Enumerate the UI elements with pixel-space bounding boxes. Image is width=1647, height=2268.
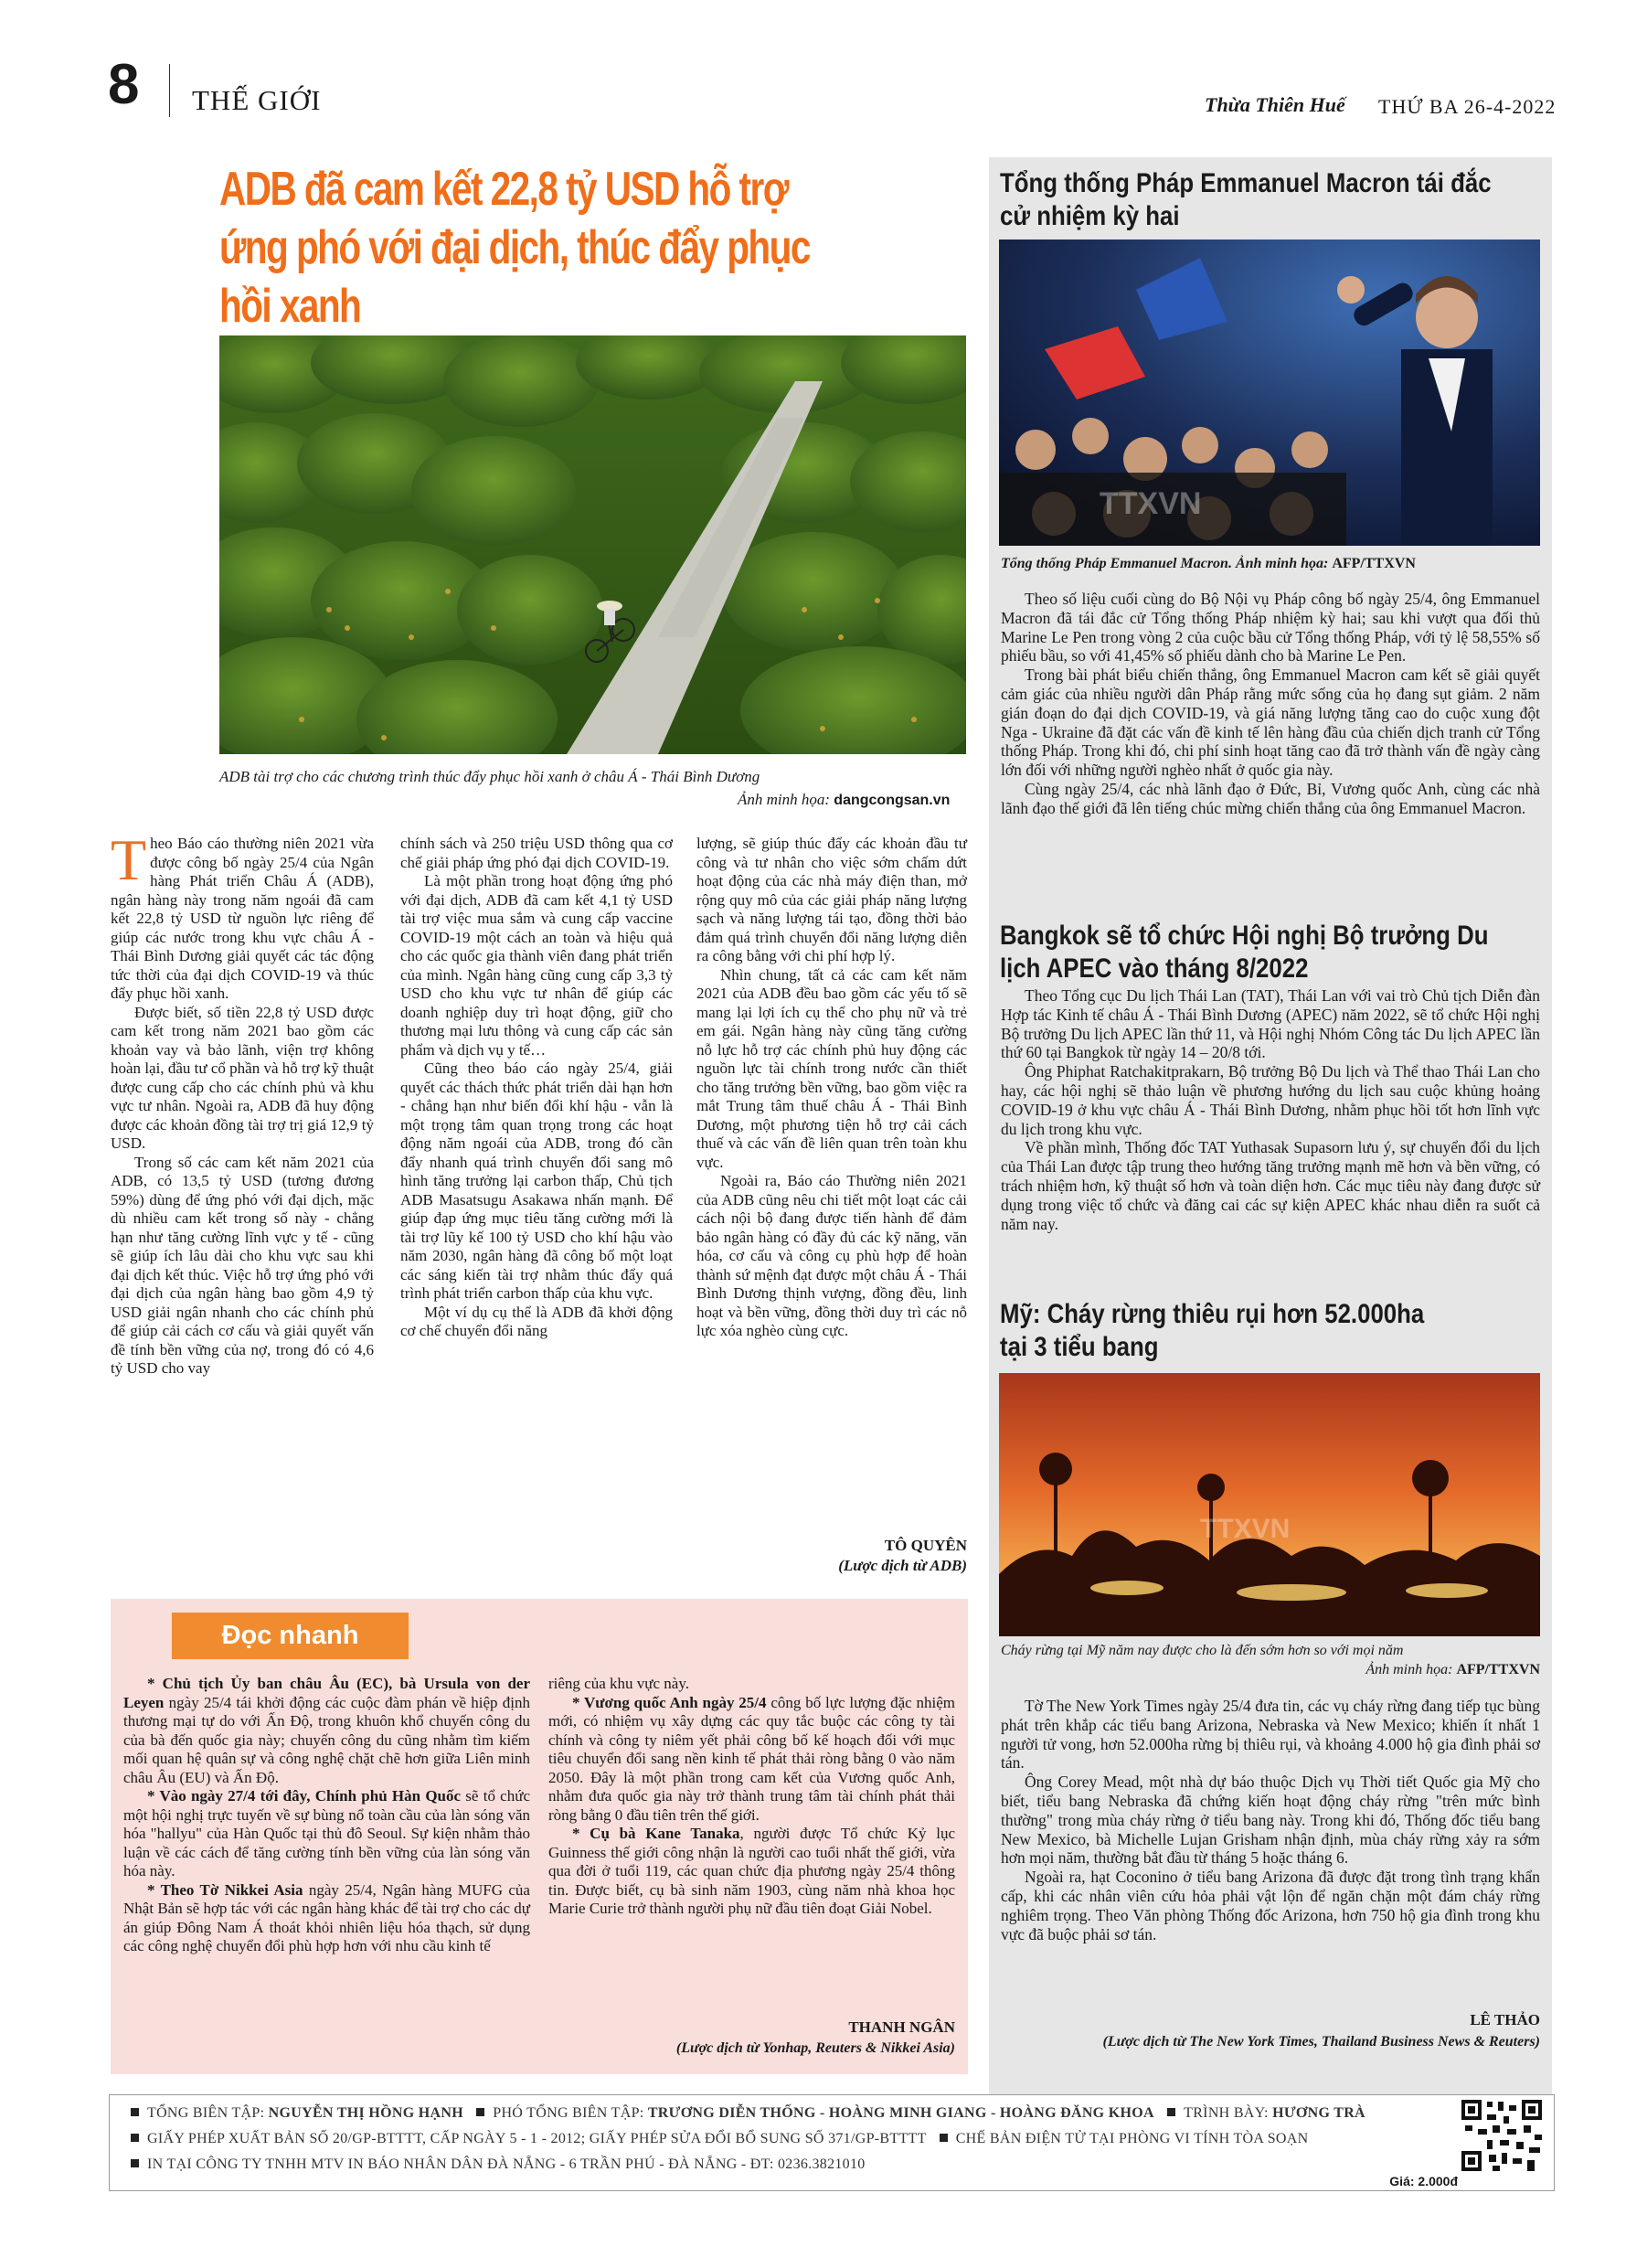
main-headline: ADB đã cam kết 22,8 tỷ USD hỗ trợ ứng phó với đại dịch, thúc đẩy phục hồi xanh <box>219 163 810 333</box>
article-paragraph: Là một phần trong hoạt động ứng phó với đại dịch, ADB đã cam kết 4,1 tỷ USD tài trợ việc mua sắm và cung cấp vaccine COVID-19 một cách an toàn và hiệu quả cho các quốc gia thành viên đang phát triển của mình. Ngân hàng cũng cung cấp 3,3 tỷ USD cho khu vực tư nhân để giúp các doanh nghiệp duy trì hoạt động, giữ cho thương mại lưu thông và cung cấp các sản phẩm và dịch vụ y tế… <box>400 872 673 1059</box>
wildfire-image <box>999 1373 1540 1636</box>
quick-read-item: * Vương quốc Anh ngày 25/4 công bố lực lượng đặc nhiệm mới, có nhiệm vụ xây dựng các quy tắc buộc các công ty tài chính và công ty niêm yết phải công bố kế hoạch đối với mục tiêu chuyển đổi sang nền kinh tế phát thải ròng bằng 0 vào năm 2050. Đây là một phần trong cam kết của Vương quốc Anh, nhằm đưa quốc gia này trở thành trung tâm tài chính phát thải ròng bằng 0 đầu tiên trên thế giới. <box>548 1693 955 1824</box>
orchard-credit-label: Ảnh minh họa: <box>738 791 834 808</box>
page-number: 8 <box>108 53 140 116</box>
bullet-square-icon <box>131 2108 139 2116</box>
article-paragraph: Ngoài ra, Báo cáo Thường niên 2021 của ADB cũng nêu chi tiết một loạt các cải cách nội bộ đang được tiến hành để đảm bảo ngân hàng có đầy đủ các kỹ năng, văn hóa, cơ cấu và công cụ phù hợp để hoàn thành sứ mệnh đạt được một châu Á - Thái Bình Dương thịnh vượng, đồng đều, linh hoạt và bền vững, đồng thời duy trì các nỗ lực xóa nghèo cùng cực. <box>696 1172 967 1339</box>
macron-caption: Tổng thống Pháp Emmanuel Macron. Ảnh minh họa: AFP/TTXVN <box>1001 556 1416 571</box>
section-title: THẾ GIỚI <box>192 84 322 116</box>
drop-cap: T <box>111 827 147 892</box>
imprint-line-3: IN TẠI CÔNG TY TNHH MTV IN BÁO NHÂN DÂN ĐÀ NẴNG - 6 TRẦN PHÚ - ĐÀ NẴNG - ĐT: 0236.3821010 <box>131 2156 866 2173</box>
orchard-caption: ADB tài trợ cho các chương trình thúc đẩy phục hồi xanh ở châu Á - Thái Bình Dương <box>219 768 760 785</box>
article-col-3 <box>696 835 967 1341</box>
brand-name: Thừa Thiên Huế <box>1205 93 1345 116</box>
macron-article <box>1001 590 1540 818</box>
quick-read-item: * Chủ tịch Ủy ban châu Âu (EC), bà Ursula von der Leyen ngày 25/4 tái khởi động các cuộc đàm phán về hiệp định thương mại tự do với Ấn Độ, trong khuôn khổ chuyến công du của bà đến quốc gia này; chuyến công du cũng nhằm tìm kiếm mối quan hệ quân sự và công nghệ chặt chẽ hơn giữa Liên minh châu Âu (EU) và Ấn Độ. <box>123 1675 530 1786</box>
article-paragraph: Theo số liệu cuối cùng do Bộ Nội vụ Pháp công bố ngày 25/4, ông Emmanuel Macron đã tái đắc cử Tổng thống Pháp nhiệm kỳ hai; sau khi vượt qua đối thủ Marine Le Pen trong vòng 2 của cuộc bầu cử Tổng thống Pháp, với tỷ lệ 58,55% số phiếu bầu, so với 41,45% số phiếu dành cho bà Marine Le Pen. <box>1001 590 1540 665</box>
orchard-credit <box>738 791 950 809</box>
macron-photo <box>999 240 1540 546</box>
article-paragraph: lượng, sẽ giúp thúc đẩy các khoản đầu tư công và tư nhân cho việc sớm chấm dứt hoạt động của các nhà máy điện than, mở rộng quy mô của các giải pháp năng lượng sạch và năng lượng tái tạo, đồng thời bảo đảm quá trình chuyển đổi năng lượng diễn ra công bằng với chi phí hợp lý. <box>696 835 967 964</box>
wildfire-credit-source: AFP/TTXVN <box>1456 1662 1540 1677</box>
header-divider <box>169 64 170 117</box>
wildfire-article <box>1001 1697 1540 1943</box>
article-paragraph: Ông Phiphat Ratchakitprakarn, Bộ trưởng Bộ Du lịch và Thể thao Thái Lan cho hay, các hội nghị sẽ thảo luận về phương hướng du lịch sau cuộc khủng hoảng COVID-19 ở khu vực châu Á - Thái Bình Dương, nhằm phục hồi tốt hơn lĩnh vực du lịch trong khu vực. <box>1001 1062 1540 1138</box>
bullet-square-icon <box>131 2134 139 2142</box>
macron-watermark: TTXVN <box>1100 486 1202 521</box>
bullet-square-icon <box>1167 2108 1175 2116</box>
main-author-note: (Lược dịch từ ADB) <box>838 1557 967 1574</box>
article-col-1 <box>111 827 374 1379</box>
wildfire-credit: Ảnh minh họa: AFP/TTXVN <box>1365 1662 1540 1677</box>
orchard-photo <box>219 335 966 754</box>
bullet-square-icon <box>476 2108 484 2116</box>
orchard-credit-source: dangcongsan.vn <box>834 793 951 808</box>
wildfire-author-note: (Lược dịch từ The New York Times, Thailand Business News & Reuters) <box>1102 2034 1540 2050</box>
article-paragraph: chính sách và 250 triệu USD thông qua cơ chế giải pháp ứng phó đại dịch COVID-19. <box>400 835 673 871</box>
article-paragraph: Trong bài phát biểu chiến thắng, ông Emmanuel Macron cam kết sẽ giải quyết cảm giác của nhiều người dân Pháp rằng mức sống của họ đang sụt giảm. 2 năm gián đoạn do đại dịch COVID-19, và giá năng lượng tăng cao do cuộc xung đột Nga - Ukraine đã đặt các vấn đề kinh tế lên hàng đầu của chiến dịch tranh cử Tổng thống Pháp. Trong khi đó, chi phí sinh hoạt tăng cao đã trở thành vấn đề ngày càng lớn đối với những người nghèo nhất ở quốc gia này. <box>1001 665 1540 780</box>
bangkok-article <box>1001 986 1540 1233</box>
main-author: TÔ QUYÊN <box>884 1537 967 1554</box>
quick-read-col-1 <box>123 1675 530 1956</box>
orchard-image <box>219 335 966 754</box>
bullet-square-icon <box>940 2134 948 2142</box>
quick-read-item: riêng của khu vực này. <box>548 1675 689 1692</box>
wildfire-headline: Mỹ: Cháy rừng thiêu rụi hơn 52.000ha tại 3 tiểu bang <box>1000 1299 1425 1362</box>
bangkok-headline: Bangkok sẽ tổ chức Hội nghị Bộ trưởng Du lịch APEC vào tháng 8/2022 <box>1000 921 1489 984</box>
wildfire-watermark: TTXVN <box>1200 1514 1291 1544</box>
wildfire-caption: Cháy rừng tại Mỹ năm nay được cho là đến sớm hơn so với mọi năm <box>1001 1643 1404 1658</box>
qr-code-icon <box>1460 2098 1544 2173</box>
article-paragraph: Trong số các cam kết năm 2021 của ADB, có 13,5 tỷ USD (tương đương 59%) dùng để ứng phó với đại dịch, mặc dù nhiều cam kết trong số này - chẳng hạn như tăng cường lĩnh vực y tế - cũng sẽ giúp ích lâu dài cho khu vực sau khi đại dịch kết thúc. Việc hỗ trợ ứng phó với đại dịch của ngân hàng bao gồm 4,9 tỷ USD giải ngân nhanh cho các chính phủ để giúp cải cách cơ cấu và giải quyết vấn đề tính bền vững của nợ, trong đó có 4,6 tỷ USD cho vay <box>111 1153 374 1377</box>
macron-caption-source: AFP/TTXVN <box>1332 556 1416 571</box>
article-col-2 <box>400 835 673 1341</box>
article-paragraph: Được biết, số tiền 22,8 tỷ USD được cam kết trong năm 2021 bao gồm các khoản vay và bảo lãnh, viện trợ không hoàn lại, đầu tư cổ phần và hỗ trợ kỹ thuật được cung cấp cho các chính phủ và khu vực tư nhân. Ngoài ra, ADB đã huy động được các khoản đồng tài trợ trị giá 12,9 tỷ USD. <box>111 1003 374 1152</box>
imprint-line-2: GIẤY PHÉP XUẤT BẢN SỐ 20/GP-BTTTT, CẤP NGÀY 5 - 1 - 2012; GIẤY PHÉP SỬA ĐỔI BỔ SUNG SỐ 371/GP-BTTTT CHẾ BẢN ĐIỆN TỬ TẠI PHÒNG VI TÍNH TÒA SOẠN <box>131 2131 1308 2147</box>
article-paragraph: Một ví dụ cụ thể là ADB đã khởi động cơ chế chuyển đổi năng <box>400 1303 673 1339</box>
article-paragraph: Cũng theo báo cáo ngày 25/4, giải quyết các thách thức phát triển dài hạn hơn - chẳng hạn như biến đổi khí hậu - vẫn là một trọng tâm quan trọng trong các hoạt động năm ngoái của ADB, trong đó cần đẩy nhanh quá trình chuyển đổi sang mô hình tăng trưởng lại carbon thấp, Chủ tịch ADB Masatsugu Asakawa nhấn mạnh. Để giúp đạp ứng mục tiêu tăng cường mới là tài trợ lũy kế 100 tỷ USD cho khí hậu vào năm 2030, ngân hàng đã công bố một loạt các sáng kiến tài trợ nhằm thúc đẩy quá trình phát triển carbon thấp của khu vực. <box>400 1059 673 1302</box>
article-paragraph: Theo Tổng cục Du lịch Thái Lan (TAT), Thái Lan với vai trò Chủ tịch Diễn đàn Hợp tác Kinh tế châu Á - Thái Bình Dương (APEC) năm 2022, sẽ tổ chức Hội nghị Bộ trưởng Du lịch APEC lần thứ 11, và Hội nghị Nhóm Công tác Du lịch APEC lần thứ 60 tại Bangkok từ ngày 14 – 20/8 tới. <box>1001 986 1540 1062</box>
quick-read-col-2 <box>548 1675 955 1919</box>
article-paragraph: Cùng ngày 25/4, các nhà lãnh đạo ở Đức, Bỉ, Vương quốc Anh, cùng các nhà lãnh đạo thế giới đã lên tiếng chúc mừng chiến thắng của ông Emmanuel Macron. <box>1001 779 1540 817</box>
article-paragraph: Ngoài ra, hạt Coconino ở tiểu bang Arizona đã được đặt trong tình trạng khẩn cấp, khi các nhân viên cứu hỏa phải vật lộn để ngăn chặn một đám cháy rừng nghiêm trọng. Theo Văn phòng Thống đốc Arizona, hơn 750 hộ gia đình trong khu vực đã buộc phải sơ tán. <box>1001 1868 1540 1943</box>
quick-read-author: THANH NGÂN <box>848 2018 955 2036</box>
bullet-square-icon <box>131 2159 139 2167</box>
article-paragraph: Ông Corey Mead, một nhà dự báo thuộc Dịch vụ Thời tiết Quốc gia Mỹ cho biết, tiểu bang Nebraska đã chứng kiến hoạt động cháy rừng "trên mức bình thường" trong mùa cháy rừng ở tiểu bang này. Trong khi đó, Thống đốc tiểu bang New Mexico, bà Michelle Lujan Grisham nhận định, mùa cháy rừng xảy ra sớm hơn mọi năm, thường bắt đầu từ tháng 5 hoặc tháng 6. <box>1001 1773 1540 1868</box>
article-paragraph: Về phần mình, Thống đốc TAT Yuthasak Supasorn lưu ý, sự chuyển đổi du lịch của Thái Lan được tập trung theo hướng tăng trưởng mạnh mẽ hơn và bền vững, có trách nhiệm hơn, kỹ thuật số hơn và toàn diện hơn. Các mục tiêu này đang được sử dụng trong việc tổ chức và đăng cai các sự kiện APEC khác nhau diễn ra suốt cả năm nay. <box>1001 1138 1540 1233</box>
article-paragraph: Theo Báo cáo thường niên 2021 vừa được công bố ngày 25/4 của Ngân hàng Phát triển Châu Á (ADB), ngân hàng này trong năm ngoái đã cam kết 22,8 tỷ USD từ nguồn lực riêng để giúp các nước trong khu vực châu Á - Thái Bình Dương giải quyết các tác động tức thời của đại dịch COVID-19 và thúc đẩy phục hồi xanh. <box>111 827 374 1002</box>
quick-read-item: * Vào ngày 27/4 tới đây, Chính phủ Hàn Quốc sẽ tổ chức một hội nghị trực tuyến về sự bùng nổ toàn cầu của làn sóng văn hóa "hallyu" của Hàn Quốc tại thủ đô Seoul. Sự kiện nhằm thảo luận về các cách để tăng cường tính bền vững của làn sóng văn hóa này. <box>123 1787 530 1879</box>
issue-date: THỨ BA 26-4-2022 <box>1378 95 1557 118</box>
wildfire-author: LÊ THẢO <box>1470 2011 1540 2028</box>
quick-read-author-note: (Lược dịch từ Yonhap, Reuters & Nikkei Asia) <box>675 2040 955 2056</box>
quick-read-label: Đọc nhanh <box>172 1613 409 1659</box>
price-label: Giá: 2.000đ <box>1389 2174 1458 2188</box>
quick-read-item: * Cụ bà Kane Tanaka, người được Tổ chức Kỷ lục Guinness thế giới công nhận là người cao tuổi nhất thế giới, vừa qua đời ở tuổi 119, các quan chức địa phương ngày 25/4 thông tin. Được biết, cụ bà sinh năm 1903, cùng năm nhà khoa học Marie Curie trở thành người phụ nữ đầu tiên đoạt Giải Nobel. <box>548 1825 955 1917</box>
wildfire-photo <box>999 1373 1540 1636</box>
quick-read-item: * Theo Tờ Nikkei Asia ngày 25/4, Ngân hàng MUFG của Nhật Bản sẽ hợp tác với các ngân hàng khác để tài trợ cho các dự án giúp Đông Nam Á thoát khỏi nhiên liệu hóa thạch, sử dụng các công nghệ chuyển đổi phù hợp hơn với nhu cầu kinh tế <box>123 1880 530 1954</box>
macron-headline: Tổng thống Pháp Emmanuel Macron tái đắc cử nhiệm kỳ hai <box>1000 168 1492 231</box>
imprint-line-1: TỔNG BIÊN TẬP: NGUYỄN THỊ HỒNG HẠNH PHÓ TỔNG BIÊN TẬP: TRƯƠNG DIỄN THỐNG - HOÀNG MINH GIANG - HOÀNG ĐĂNG KHOA TRÌNH BÀY: HƯƠNG TRÀ <box>131 2105 1365 2122</box>
macron-image <box>999 240 1540 546</box>
article-paragraph: Nhìn chung, tất cả các cam kết năm 2021 của ADB đều bao gồm các yếu tố sẽ mang lại lợi ích cụ thể cho phụ nữ và trẻ em gái. Ngân hàng này cũng tăng cường nỗ lực hỗ trợ các chính phủ huy động các nguồn lực tài chính trong nước cần thiết cho tăng trưởng bền vững, bao gồm việc ra mắt Trung tâm thuế châu Á - Thái Bình Dương, một phương tiện hỗ trợ cải cách thuế và các vấn đề liên quan trên toàn khu vực. <box>696 965 967 1171</box>
article-paragraph: Tờ The New York Times ngày 25/4 đưa tin, các vụ cháy rừng đang tiếp tục bùng phát trên khắp các tiểu bang Arizona, Nebraska và New Mexico; khiến ít nhất 1 người tử vong, hơn 52.000ha rừng bị thiêu rụi, và khoảng 4.000 hộ gia đình phải sơ tán. <box>1001 1697 1540 1773</box>
